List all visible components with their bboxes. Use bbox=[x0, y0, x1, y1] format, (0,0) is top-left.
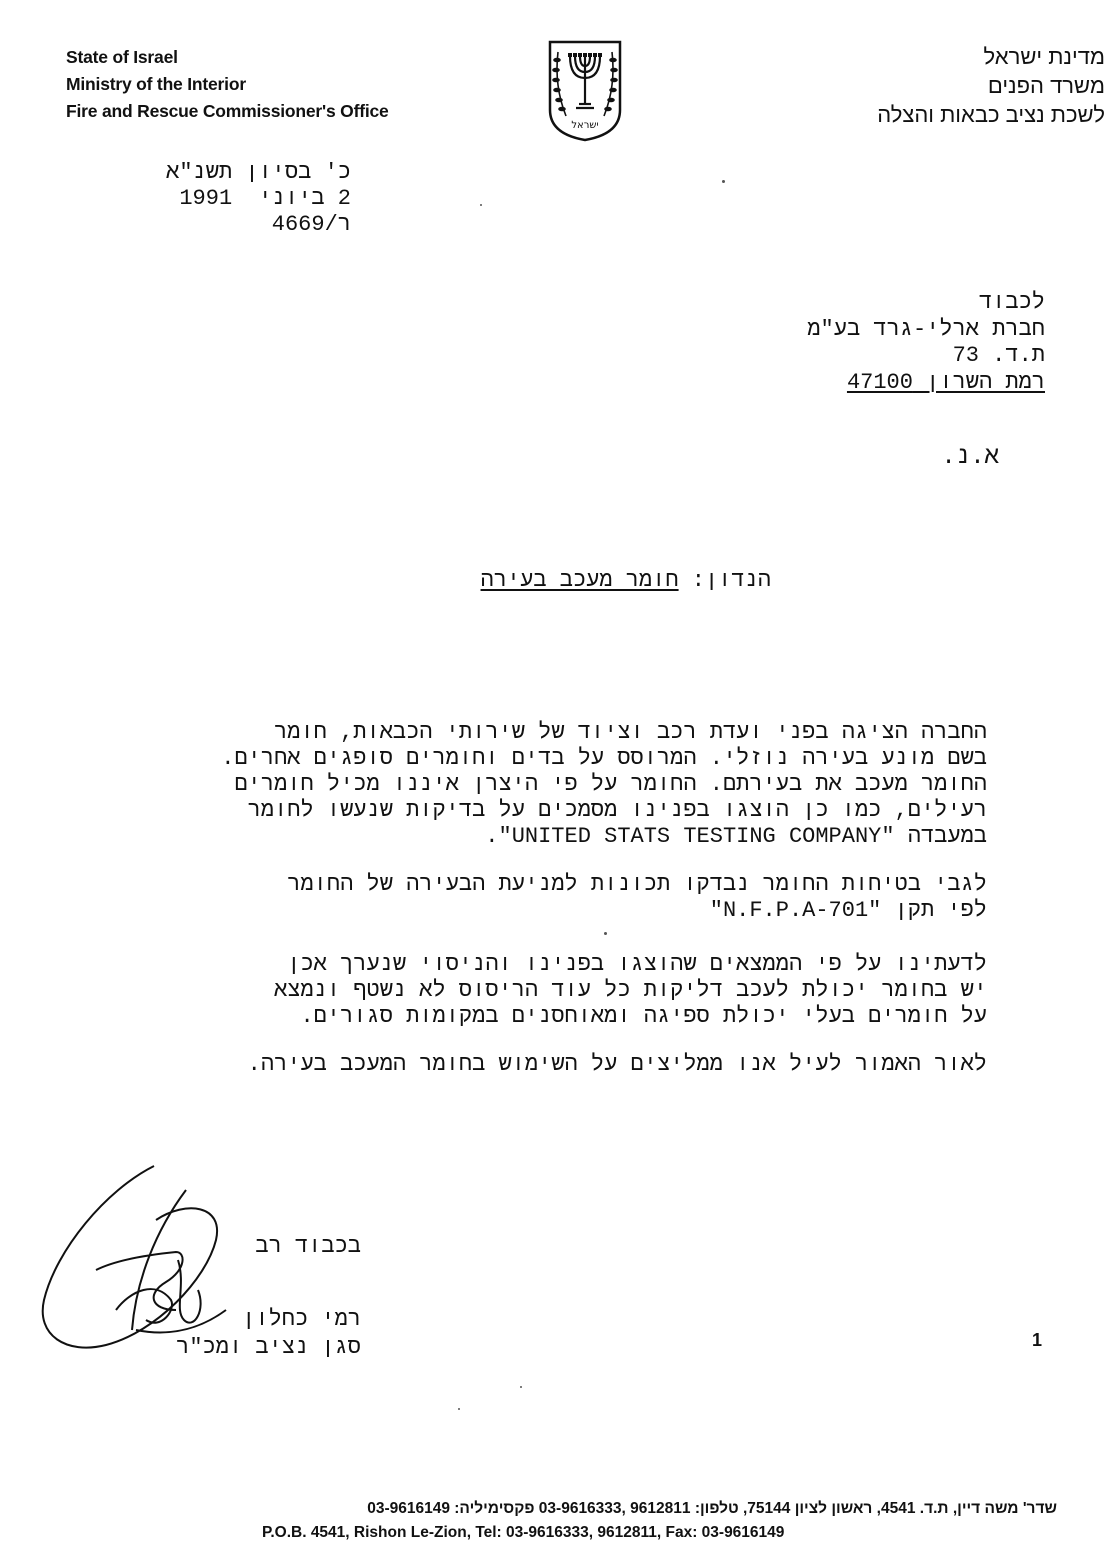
closing: בכבוד רב bbox=[255, 1234, 361, 1259]
addressee-pobox: ת.ד. 73 bbox=[952, 343, 1045, 368]
subject-text: חומר מעכב בעירה bbox=[480, 568, 679, 593]
scan-speck bbox=[722, 180, 725, 183]
paragraph-line: החומר מעכב את בעירתם. החומר על פי היצרן איננו מכיל חומרים bbox=[234, 772, 987, 797]
scan-speck bbox=[480, 204, 482, 206]
paragraph-line: לגבי בטיחות החומר נבדקו תכונות למניעת הבעירה של החומר bbox=[287, 872, 987, 897]
gregorian-date bbox=[166, 186, 351, 212]
paragraph-4 bbox=[248, 1052, 987, 1078]
header-english bbox=[66, 44, 389, 125]
subject-line bbox=[481, 568, 771, 593]
hebrew-date: כ' בסיון תשנ"א bbox=[166, 160, 351, 185]
footer-hebrew-address: שדר' משה דיין, ת.ד. 4541, ראשון לציון 75144, טלפון: 9612811 ,03-9616333 פקסימיליה: 03-9616149 bbox=[367, 1500, 1057, 1517]
state-emblem-icon bbox=[544, 38, 626, 142]
addressee-block bbox=[807, 290, 1045, 396]
greg-day: 2 bbox=[337, 186, 351, 211]
salutation: א.נ. bbox=[941, 444, 999, 471]
addressee-to: לכבוד bbox=[978, 290, 1045, 315]
signer-title: סגן נציב ומכ"ר bbox=[176, 1335, 361, 1360]
addressee-city: רמת השרון 47100 bbox=[846, 369, 1045, 395]
signer-name: רמי כחלון bbox=[242, 1307, 361, 1332]
scan-speck bbox=[458, 1408, 460, 1410]
paragraph-line: לאור האמור לעיל אנו ממליצים על השימוש בחומר המעכב בעירה. bbox=[247, 1052, 987, 1077]
scan-speck bbox=[520, 1386, 522, 1388]
paragraph-line: לפי תקן "N.F.P.A-701" bbox=[709, 898, 987, 923]
paragraph-line: בשם מונע בעירה נוזלי. המרוסס על בדים וחומרים סופגים אחרים. bbox=[221, 746, 987, 771]
header-he-ministry: משרד הפנים bbox=[987, 73, 1105, 98]
addressee-company: חברת ארלי-גרד בע"מ bbox=[807, 316, 1045, 342]
footer-english-address: P.O.B. 4541, Rishon Le-Zion, Tel: 03-9616333, 9612811, Fax: 03-9616149 bbox=[262, 1524, 785, 1541]
header-en-ministry: Ministry of the Interior bbox=[66, 74, 246, 94]
date-block bbox=[166, 160, 351, 238]
subject-label: הנדון: bbox=[691, 568, 771, 593]
header-hebrew bbox=[877, 42, 1105, 129]
greg-month: ביוני bbox=[258, 186, 325, 211]
paragraph-line: לדעתינו על פי הממצאים שהוצגו בפנינו והניסוי שנערך אכן bbox=[287, 952, 987, 977]
reference-number: ר/4669 bbox=[271, 212, 351, 237]
paragraph-1 bbox=[221, 720, 987, 850]
emblem-text: ישראל bbox=[571, 120, 599, 131]
greg-year: 1991 bbox=[179, 186, 233, 211]
header-he-state: מדינת ישראל bbox=[983, 44, 1105, 69]
paragraph-line: רעילים, כמו כן הוצגו בפנינו מסמכים על בדיקות שנעשו לחומר bbox=[247, 798, 987, 823]
paragraph-line: החברה הציגה בפני ועדת רכב וציוד של שירותי הכבאות, חומר bbox=[274, 720, 987, 745]
paragraph-2 bbox=[287, 872, 987, 924]
paragraph-line: יש בחומר יכולת לעכב דליקות כל עוד הריסוס לא נשטף ונמצא bbox=[274, 978, 987, 1003]
header-en-office: Fire and Rescue Commissioner's Office bbox=[66, 101, 389, 121]
paragraph-line: במעבדה "UNITED STATS TESTING COMPANY". bbox=[485, 824, 987, 849]
paragraph-line: על חומרים בעלי יכולת ספיגה ומאוחסנים במקומות סגורים. bbox=[300, 1004, 987, 1029]
signer-block bbox=[176, 1306, 361, 1362]
header-he-office: לשכת נציב כבאות והצלה bbox=[877, 102, 1105, 127]
header-en-state: State of Israel bbox=[66, 47, 178, 67]
paragraph-3 bbox=[274, 952, 987, 1030]
page-number: 1 bbox=[1032, 1330, 1043, 1350]
scan-speck bbox=[604, 932, 607, 935]
